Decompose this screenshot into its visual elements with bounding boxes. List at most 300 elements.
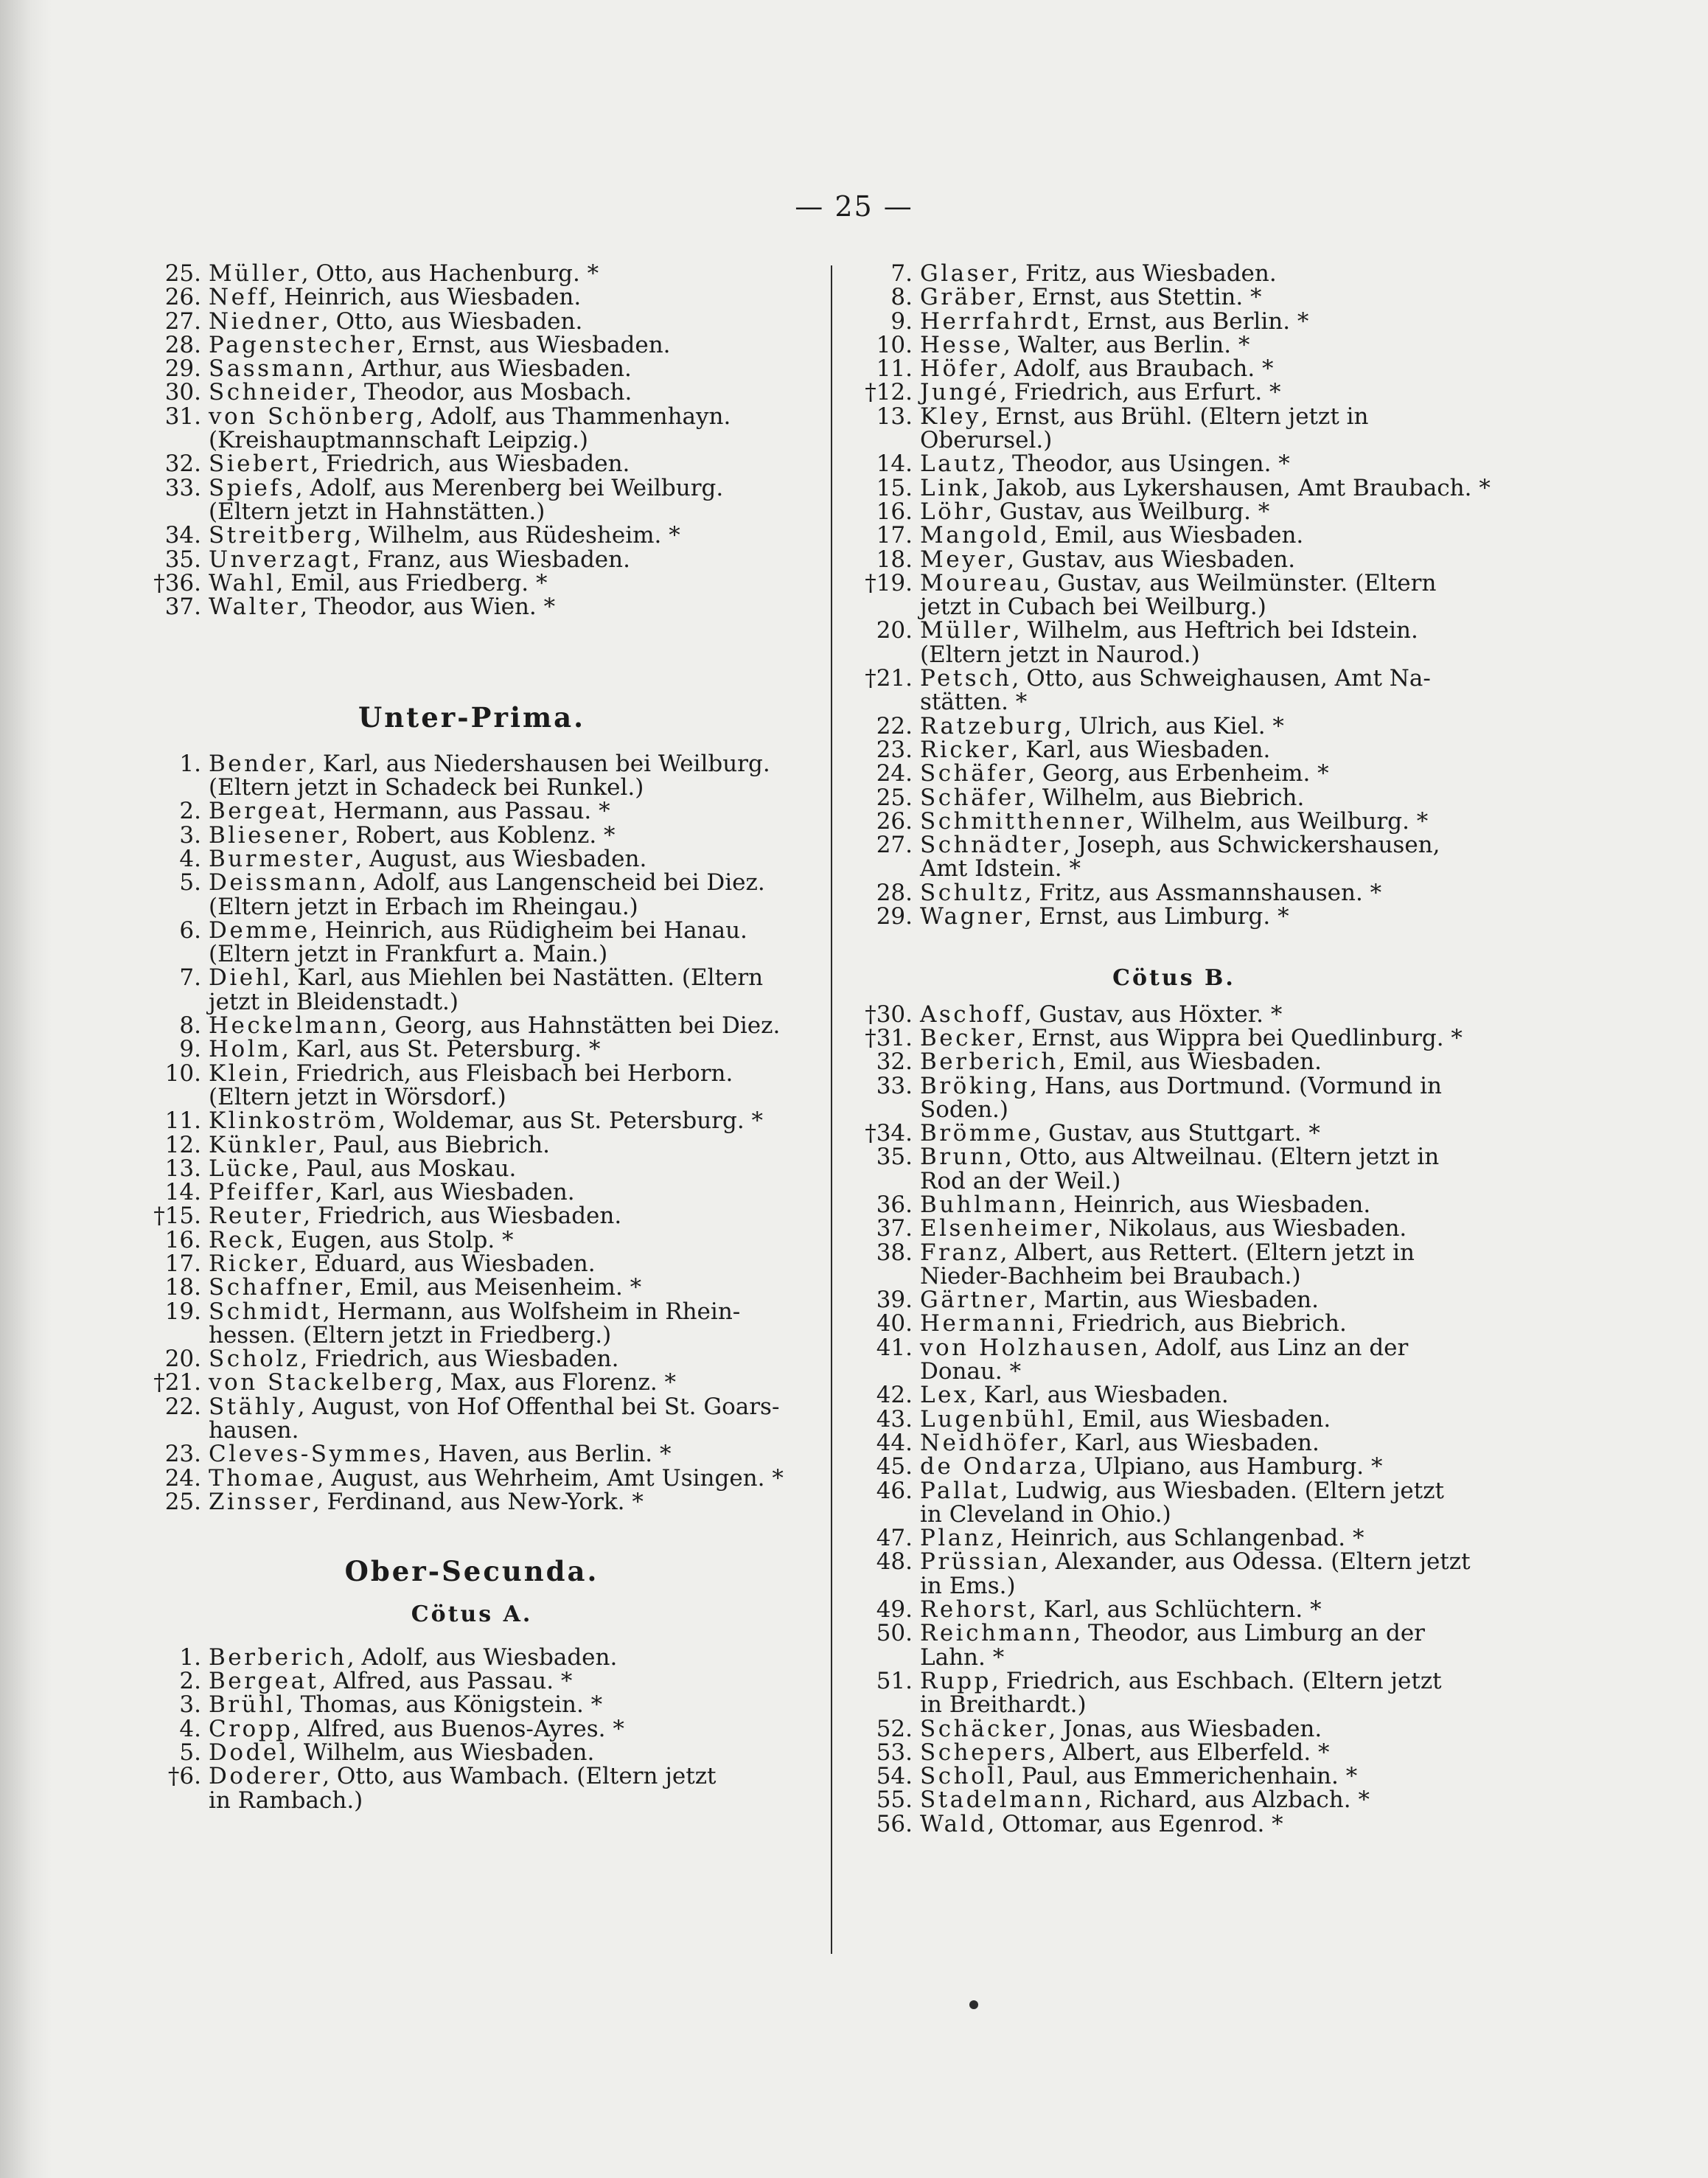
entry-number: 29. <box>876 903 913 930</box>
entry-continuation: (Eltern jetzt in Schadeck bei Runkel.) <box>209 774 644 801</box>
student-surname: Scholz <box>209 1346 301 1373</box>
student-surname: Schäcker <box>920 1715 1049 1742</box>
entry-number: 52. <box>876 1715 913 1742</box>
student-details: , Thomas, aus Königstein. * <box>285 1691 603 1719</box>
entry-continuation: hessen. (Eltern jetzt in Friedberg.) <box>209 1321 612 1349</box>
student-details: , Nikolaus, aus Wiesbaden. <box>1094 1215 1407 1242</box>
student-details: , Gustav, aus Weilburg. * <box>985 498 1270 525</box>
student-details: , Ottomar, aus Egenrod. * <box>987 1810 1283 1837</box>
student-surname: Sassmann <box>209 355 347 383</box>
student-surname: Ratzeburg <box>920 712 1064 740</box>
student-surname: Schmitthenner <box>920 807 1126 835</box>
student-surname: Lex <box>920 1382 969 1409</box>
entry-number: 4. <box>179 1715 201 1742</box>
student-details: , Albert, aus Rettert. (Eltern jetzt in <box>1000 1239 1415 1266</box>
student-surname: Kley <box>920 403 981 430</box>
entry-number: 49. <box>876 1596 913 1624</box>
list-item <box>144 355 800 383</box>
list-item <box>144 548 800 571</box>
student-list-cotus-a-continued <box>855 262 1493 928</box>
list-item <box>855 405 1493 453</box>
student-surname: Schmidt <box>209 1298 323 1325</box>
entry-number: 10. <box>164 1060 201 1087</box>
student-details: , Ernst, aus Wiesbaden. <box>397 331 671 358</box>
entry-number: 39. <box>876 1287 913 1314</box>
student-details: , Hans, aus Dortmund. (Vormund in <box>1030 1072 1442 1099</box>
list-item <box>855 807 1493 835</box>
student-details: , Adolf, aus Langenscheid bei Diez. <box>359 869 765 897</box>
student-surname: Berberich <box>920 1048 1059 1076</box>
student-surname: Cleves-Symmes <box>209 1441 424 1468</box>
entry-number: 7. <box>179 964 201 992</box>
entry-number: 54. <box>876 1763 913 1790</box>
list-item <box>144 333 800 357</box>
student-surname: Moureau <box>920 569 1043 596</box>
list-item <box>855 1764 1493 1788</box>
student-surname: Reck <box>209 1226 276 1253</box>
list-item <box>855 762 1493 785</box>
student-surname: Pagenstecher <box>209 331 397 358</box>
entry-number: 5. <box>179 1739 201 1767</box>
student-surname: Siebert <box>209 450 312 478</box>
entry-number: 28. <box>876 879 913 906</box>
student-surname: Holm <box>209 1036 282 1063</box>
student-details: , Friedrich, aus Biebrich. <box>1056 1310 1347 1337</box>
entry-number: 16. <box>876 498 913 525</box>
entry-number: 11. <box>164 1107 201 1135</box>
list-item <box>144 799 800 823</box>
list-item <box>144 1669 800 1693</box>
student-details: , Friedrich, aus Erfurt. * <box>1000 379 1281 406</box>
list-item <box>855 1596 1493 1624</box>
student-details: , Jonas, aus Wiesbaden. <box>1048 1715 1322 1742</box>
entry-number: †36. <box>153 569 201 596</box>
student-details: , Martin, aus Wiesbaden. <box>1029 1287 1319 1314</box>
student-details: , Joseph, aus Schwickershausen, <box>1062 832 1440 859</box>
student-surname: Buhlmann <box>920 1191 1059 1218</box>
entry-continuation: in Ems.) <box>920 1572 1016 1599</box>
student-surname: Glaser <box>920 260 1011 287</box>
student-details: , Gustav, aus Stuttgart. * <box>1033 1120 1320 1147</box>
student-details: , Wilhelm, aus Heftrich bei Idstein. <box>1012 617 1418 644</box>
ink-blot <box>969 2000 978 2009</box>
entry-number: 25. <box>876 784 913 811</box>
entry-continuation: jetzt in Cubach bei Weilburg.) <box>920 594 1266 621</box>
student-surname: Rehorst <box>920 1596 1030 1624</box>
student-surname: von Holzhausen <box>920 1334 1141 1361</box>
entry-number: 56. <box>876 1810 913 1837</box>
left-column <box>144 262 800 1812</box>
entry-number: 3. <box>179 821 201 849</box>
student-surname: Demme <box>209 916 310 944</box>
list-item <box>144 1300 800 1348</box>
entry-number: 18. <box>164 1274 201 1301</box>
list-item <box>144 821 800 849</box>
list-item <box>144 1717 800 1741</box>
entry-number: †19. <box>865 569 913 596</box>
student-details: , Wilhelm, aus Wiesbaden. <box>289 1739 595 1767</box>
entry-number: 31. <box>164 403 201 430</box>
student-details: , Emil, aus Meisenheim. * <box>344 1274 642 1301</box>
entry-number: †12. <box>865 379 913 406</box>
entry-number: 25. <box>164 1488 201 1515</box>
list-item <box>855 1241 1493 1289</box>
list-item <box>144 285 800 309</box>
student-surname: Jungé <box>920 379 1000 406</box>
entry-number: 9. <box>179 1036 201 1063</box>
list-item <box>144 1764 800 1812</box>
list-item <box>144 1037 800 1061</box>
list-item <box>855 355 1493 383</box>
student-surname: Link <box>920 474 982 501</box>
entry-number: 9. <box>890 307 913 335</box>
student-surname: Schultz <box>920 879 1025 906</box>
list-item <box>144 380 800 404</box>
entry-number: 40. <box>876 1310 913 1337</box>
list-item <box>855 1288 1493 1312</box>
right-column <box>855 262 1493 1836</box>
student-list-unter-prima <box>144 752 800 1514</box>
entry-number: 27. <box>164 307 201 335</box>
student-details: , Karl, aus St. Petersburg. * <box>282 1036 601 1063</box>
entry-number: 23. <box>876 736 913 763</box>
student-details: , Ulrich, aus Kiel. * <box>1064 712 1284 740</box>
student-details: , Paul, aus Moskau. <box>291 1155 517 1182</box>
entry-number: 55. <box>876 1786 913 1814</box>
student-details: , Ferdinand, aus New-York. * <box>312 1488 644 1515</box>
list-item <box>144 262 800 285</box>
student-surname: Müller <box>209 260 301 287</box>
list-item <box>855 905 1493 928</box>
student-details: , Friedrich, aus Wiesbaden. <box>311 450 630 478</box>
student-surname: Planz <box>920 1525 997 1552</box>
list-item <box>144 1012 800 1040</box>
student-details: , Karl, aus Miehlen bei Nastätten. (Eltern <box>282 964 764 992</box>
heading-unter-prima: Unter-Prima. <box>358 701 586 734</box>
list-item <box>855 380 1493 404</box>
student-surname: Bröking <box>920 1072 1031 1099</box>
student-details: , Wilhelm, aus Biebrich. <box>1028 784 1305 811</box>
entry-number: 17. <box>164 1250 201 1277</box>
list-item <box>144 1109 800 1133</box>
column-divider <box>831 265 832 1954</box>
student-details: , Theodor, aus Wien. * <box>300 594 556 621</box>
entry-number: 22. <box>164 1393 201 1420</box>
student-surname: Neidhöfer <box>920 1429 1060 1456</box>
student-surname: Zinsser <box>209 1488 313 1515</box>
entry-number: 20. <box>164 1346 201 1373</box>
student-surname: Dodel <box>209 1739 290 1767</box>
entry-continuation: (Kreishauptmannschaft Leipzig.) <box>209 427 588 454</box>
entry-number: 5. <box>179 869 201 897</box>
student-surname: Spiefs <box>209 474 296 501</box>
list-item <box>855 1074 1493 1122</box>
entry-number: 35. <box>164 546 201 573</box>
student-surname: von Schönberg <box>209 403 416 430</box>
entry-number: 43. <box>876 1405 913 1433</box>
entry-continuation: Rod an der Weil.) <box>920 1167 1121 1194</box>
entry-number: 32. <box>164 450 201 478</box>
list-item <box>855 1050 1493 1074</box>
student-surname: Deissmann <box>209 869 360 897</box>
list-item <box>855 1431 1493 1455</box>
list-item <box>855 307 1493 335</box>
entry-number: 23. <box>164 1441 201 1468</box>
list-item <box>144 1691 800 1719</box>
list-item <box>144 966 800 1014</box>
student-details: , Emil, aus Wiesbaden. <box>1039 522 1304 549</box>
list-item <box>144 1643 800 1671</box>
student-details: , Jakob, aus Lykershausen, Amt Braubach. * <box>981 474 1491 501</box>
list-item <box>144 523 800 547</box>
entry-number: 8. <box>890 284 913 311</box>
list-item <box>855 333 1493 357</box>
entry-continuation: (Eltern jetzt in Naurod.) <box>920 641 1200 668</box>
student-surname: Prüssian <box>920 1548 1041 1576</box>
student-details: , Karl, aus Wiesbaden. <box>315 1179 575 1206</box>
entry-continuation: Amt Idstein. * <box>920 855 1081 883</box>
student-surname: Schäfer <box>920 760 1028 787</box>
list-item <box>855 1526 1493 1550</box>
entry-number: 33. <box>164 474 201 501</box>
student-surname: Herrfahrdt <box>920 307 1073 335</box>
list-item <box>144 595 800 619</box>
student-details: , Emil, aus Wiesbaden. <box>1058 1048 1322 1076</box>
student-surname: Mangold <box>920 522 1040 549</box>
student-surname: Bergeat <box>209 1668 319 1695</box>
list-item <box>855 1479 1493 1527</box>
student-details: , Alfred, aus Passau. * <box>318 1668 573 1695</box>
student-surname: Rupp <box>920 1667 991 1694</box>
student-surname: Cropp <box>209 1715 293 1742</box>
student-details: , Adolf, aus Thammenhayn. <box>416 403 731 430</box>
list-item <box>144 405 800 453</box>
list-item <box>855 1405 1493 1433</box>
entry-continuation: in Cleveland in Ohio.) <box>920 1500 1171 1528</box>
entry-number: 41. <box>876 1334 913 1361</box>
list-item <box>855 1383 1493 1407</box>
entry-number: 1. <box>179 750 201 777</box>
student-list-cotus-b <box>855 1003 1493 1836</box>
list-item <box>855 1812 1493 1836</box>
entry-number: 50. <box>876 1620 913 1647</box>
entry-number: 24. <box>164 1464 201 1492</box>
list-item <box>855 738 1493 762</box>
student-details: , Eugen, aus Stolp. * <box>276 1226 514 1253</box>
student-details: , Gustav, aus Höxter. * <box>1024 1001 1283 1028</box>
entry-number: †6. <box>167 1763 201 1790</box>
student-list-cotus-a <box>144 1643 800 1814</box>
entry-continuation: in Rambach.) <box>209 1786 363 1814</box>
student-details: , Georg, aus Hahnstätten bei Diez. <box>380 1012 781 1040</box>
list-item <box>855 619 1493 667</box>
entry-continuation: hausen. <box>209 1417 299 1444</box>
student-details: , Richard, aus Alzbach. * <box>1084 1786 1370 1814</box>
entry-number: 34. <box>164 522 201 549</box>
entry-number: 24. <box>876 760 913 787</box>
student-surname: Gärtner <box>920 1287 1030 1314</box>
list-item <box>855 548 1493 571</box>
student-details: , Wilhelm, aus Weilburg. * <box>1126 807 1429 835</box>
student-surname: Schäfer <box>920 784 1028 811</box>
entry-number: 32. <box>876 1048 913 1076</box>
student-surname: Streitberg <box>209 522 355 549</box>
entry-number: 10. <box>876 331 913 358</box>
student-details: , Georg, aus Erbenheim. * <box>1028 760 1329 787</box>
student-surname: de Ondarza <box>920 1453 1080 1481</box>
student-details: , Paul, aus Biebrich. <box>318 1131 551 1158</box>
student-surname: Müller <box>920 617 1013 644</box>
entry-number: 48. <box>876 1548 913 1576</box>
list-item <box>855 1145 1493 1193</box>
student-details: , Otto, aus Wambach. (Eltern jetzt <box>322 1763 717 1790</box>
student-surname: Höfer <box>920 355 1000 383</box>
entry-number: 7. <box>890 260 913 287</box>
student-surname: Stähly <box>209 1393 298 1420</box>
student-surname: Schneider <box>209 379 350 406</box>
student-surname: Petsch <box>920 665 1012 692</box>
list-item <box>855 667 1493 714</box>
student-surname: Lugenbühl <box>920 1405 1067 1433</box>
list-item <box>855 500 1493 523</box>
entry-number: 46. <box>876 1477 913 1504</box>
student-details: , Karl, aus Wiesbaden. <box>1060 1429 1320 1456</box>
list-item <box>855 1312 1493 1335</box>
entry-number: 45. <box>876 1453 913 1481</box>
student-details: , Eduard, aus Wiesbaden. <box>299 1250 596 1277</box>
entry-number: 14. <box>164 1179 201 1206</box>
student-details: , Emil, aus Friedberg. * <box>276 569 548 596</box>
student-surname: Becker <box>920 1024 1017 1051</box>
entry-number: 22. <box>876 712 913 740</box>
student-surname: Schaffner <box>209 1274 345 1301</box>
list-item <box>144 1062 800 1110</box>
student-details: , Heinrich, aus Rüdigheim bei Hanau. <box>310 916 747 944</box>
list-item <box>144 1276 800 1299</box>
student-surname: Löhr <box>920 498 986 525</box>
student-details: , Emil, aus Wiesbaden. <box>1067 1405 1331 1433</box>
list-item <box>144 916 800 968</box>
student-surname: Bergeat <box>209 798 319 825</box>
list-item <box>855 1621 1493 1669</box>
entry-number: 3. <box>179 1691 201 1719</box>
entry-number: 18. <box>876 546 913 573</box>
list-item <box>855 714 1493 738</box>
entry-number: †31. <box>865 1024 913 1051</box>
student-details: , Adolf, aus Merenberg bei Weilburg. <box>295 474 724 501</box>
list-item <box>144 571 800 595</box>
entry-continuation: Donau. * <box>920 1358 1022 1385</box>
student-details: , Otto, aus Schweighausen, Amt Na- <box>1011 665 1431 692</box>
list-item <box>144 452 800 476</box>
entry-number: 37. <box>876 1215 913 1242</box>
student-details: , Heinrich, aus Wiesbaden. <box>269 284 582 311</box>
student-surname: Brunn <box>920 1144 1005 1171</box>
student-surname: Franz <box>920 1239 1000 1266</box>
student-details: , Gustav, aus Weilmünster. (Eltern <box>1042 569 1437 596</box>
student-details: , Friedrich, aus Eschbach. (Eltern jetzt <box>991 1667 1442 1694</box>
list-item <box>144 1133 800 1157</box>
student-surname: Berberich <box>209 1643 347 1671</box>
entry-number: 1. <box>179 1643 201 1671</box>
student-list-continued <box>144 262 800 619</box>
student-details: , Albert, aus Elberfeld. * <box>1048 1739 1330 1766</box>
student-details: , Ulpiano, aus Hamburg. * <box>1079 1453 1383 1481</box>
list-item <box>855 1193 1493 1217</box>
entry-number: 20. <box>876 617 913 644</box>
student-details: , Gustav, aus Wiesbaden. <box>1007 546 1296 573</box>
student-details: , Fritz, aus Wiesbaden. <box>1011 260 1277 287</box>
entry-number: †34. <box>865 1120 913 1147</box>
student-surname: Wagner <box>920 903 1025 930</box>
student-details: , Hermann, aus Wolfsheim in Rhein- <box>322 1298 741 1325</box>
list-item <box>855 1741 1493 1764</box>
list-item <box>144 1157 800 1180</box>
student-details: , Ernst, aus Wippra bei Quedlinburg. * <box>1017 1024 1463 1051</box>
entry-number: 42. <box>876 1382 913 1409</box>
page-number: — 25 — <box>795 190 913 223</box>
list-item <box>855 1336 1493 1384</box>
entry-number: 26. <box>164 284 201 311</box>
entry-number: 51. <box>876 1667 913 1694</box>
list-item <box>855 881 1493 905</box>
list-item <box>144 1464 800 1492</box>
entry-number: 30. <box>164 379 201 406</box>
list-item <box>855 1788 1493 1812</box>
student-surname: Diehl <box>209 964 283 992</box>
entry-number: 47. <box>876 1525 913 1552</box>
entry-number: †30. <box>865 1001 913 1028</box>
list-item <box>855 1217 1493 1240</box>
entry-number: 44. <box>876 1429 913 1456</box>
entry-continuation: Soden.) <box>920 1096 1009 1123</box>
list-item <box>144 307 800 335</box>
student-details: , Friedrich, aus Wiesbaden. <box>300 1346 619 1373</box>
entry-number: 19. <box>164 1298 201 1325</box>
student-surname: Klinkoström <box>209 1107 379 1135</box>
student-details: , Fritz, aus Assmannshausen. * <box>1024 879 1382 906</box>
student-surname: Hesse <box>920 331 1004 358</box>
list-item <box>855 262 1493 285</box>
student-details: , Heinrich, aus Schlangenbad. * <box>996 1525 1364 1552</box>
list-item <box>144 1204 800 1228</box>
entry-number: †21. <box>153 1369 201 1396</box>
student-surname: Stadelmann <box>920 1786 1085 1814</box>
student-details: , Ernst, aus Limburg. * <box>1024 903 1289 930</box>
student-surname: Hermanni <box>920 1310 1057 1337</box>
list-item <box>855 571 1493 619</box>
student-details: , Adolf, aus Linz an der <box>1140 1334 1409 1361</box>
entry-number: 38. <box>876 1239 913 1266</box>
student-surname: Lücke <box>209 1155 292 1182</box>
student-surname: Bliesener <box>209 821 341 849</box>
entry-continuation: (Eltern jetzt in Hahnstätten.) <box>209 498 545 525</box>
list-item <box>855 452 1493 476</box>
student-details: , August, aus Wiesbaden. <box>355 845 647 872</box>
student-surname: Elsenheimer <box>920 1215 1095 1242</box>
list-item <box>855 833 1493 881</box>
entry-number: 6. <box>179 916 201 944</box>
student-surname: Bender <box>209 750 309 777</box>
list-item <box>144 1252 800 1276</box>
list-item <box>855 476 1493 500</box>
student-surname: Wald <box>920 1810 988 1837</box>
list-item <box>144 1228 800 1252</box>
list-item <box>855 1453 1493 1481</box>
student-surname: Aschoff <box>920 1001 1025 1028</box>
student-details: , Karl, aus Wiesbaden. <box>1011 736 1271 763</box>
entry-number: 25. <box>164 260 201 287</box>
